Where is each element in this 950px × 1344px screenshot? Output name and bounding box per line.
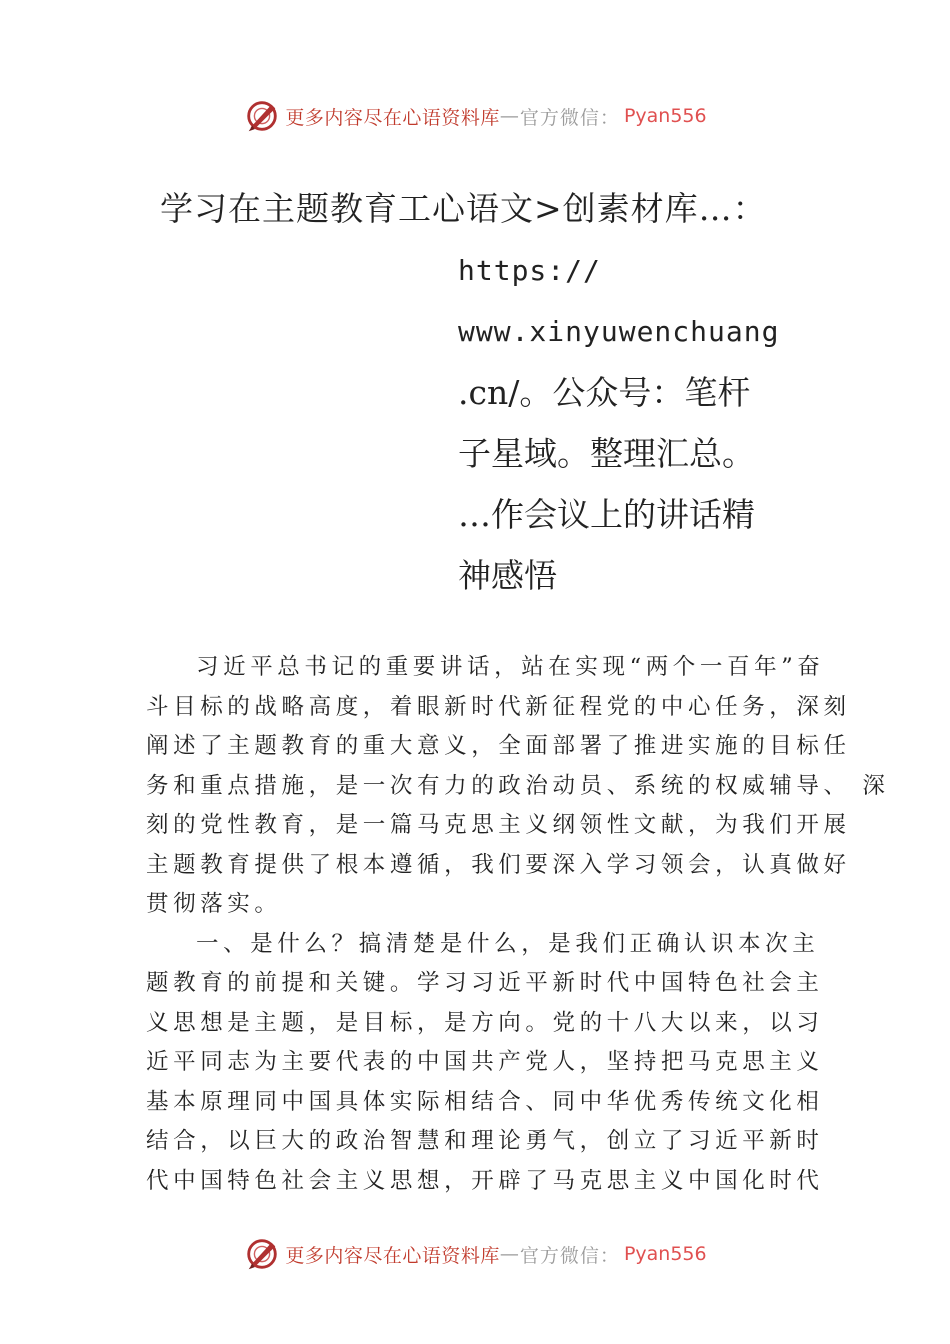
body-line: 题教育的前提和关键。学习习近平新时代中国特色社会主 xyxy=(146,970,824,996)
body-line: 贯彻落实。 xyxy=(146,891,282,917)
banner-wechat-id: Pyan556 xyxy=(623,105,707,127)
body-line: 刻的党性教育，是一篇马克思主义纲领性文献，为我们开展 xyxy=(146,812,851,838)
banner-dash: — xyxy=(499,105,520,127)
body-line: 一、是什么？搞清楚是什么，是我们正确认识本次主 xyxy=(196,930,820,957)
document-title-line-1: 学习在主题教育工心语文>创素材库…： xyxy=(160,189,767,228)
document-title-line-3: www.xinyuwenchuang xyxy=(458,315,780,348)
document-title-line-5: 子星域。整理汇总。 xyxy=(458,434,755,473)
footer-banner xyxy=(0,1232,950,1276)
body-line: 结合，以巨大的政治智慧和理论勇气，创立了习近平新时 xyxy=(146,1128,824,1154)
body-line: 主题教育提供了根本遵循，我们要深入学习领会，认真做好 xyxy=(146,851,851,878)
header-banner xyxy=(0,94,950,138)
body-line: 代中国特色社会主义思想，开辟了马克思主义中国化时代 xyxy=(146,1167,824,1194)
document-title-line-2: https:// xyxy=(458,254,601,287)
document-title-line-7: 神感悟 xyxy=(458,556,557,595)
pen-logo-icon xyxy=(243,97,281,135)
banner-dash: — xyxy=(499,1243,520,1265)
body-line: 阐述了主题教育的重大意义，全面部署了推进实施的目标任 xyxy=(146,733,851,759)
pen-logo-icon xyxy=(243,1235,281,1273)
body-line: 基本原理同中国具体实际相结合、同中华优秀传统文化相 xyxy=(146,1088,824,1115)
body-line: 习近平总书记的重要讲话，站在实现“两个一百年”奋 xyxy=(196,654,825,680)
banner-sub-text: 官方微信： xyxy=(519,106,620,129)
body-line: 近平同志为主要代表的中国共产党人，坚持把马克思主义 xyxy=(146,1049,824,1075)
body-line: 务和重点措施，是一次有力的政治动员、系统的权威辅导、 深 xyxy=(146,772,890,799)
banner-main-text: 更多内容尽在心语资料库 xyxy=(285,106,500,129)
banner-wechat-id: Pyan556 xyxy=(623,1243,707,1265)
document-body xyxy=(146,648,890,1201)
body-line: 斗目标的战略高度，着眼新时代新征程党的中心任务，深刻 xyxy=(146,693,851,720)
banner-main-text: 更多内容尽在心语资料库 xyxy=(285,1244,500,1267)
banner-sub-text: 官方微信： xyxy=(519,1244,620,1267)
document-title-line-6: …作会议上的讲话精 xyxy=(458,495,755,534)
document-title-line-4 xyxy=(458,370,788,431)
document-title-line-4-text: .cn/。公众号：笔杆 xyxy=(458,373,751,412)
body-line: 义思想是主题，是目标，是方向。党的十八大以来，以习 xyxy=(146,1009,824,1036)
document-title-block xyxy=(458,248,788,614)
